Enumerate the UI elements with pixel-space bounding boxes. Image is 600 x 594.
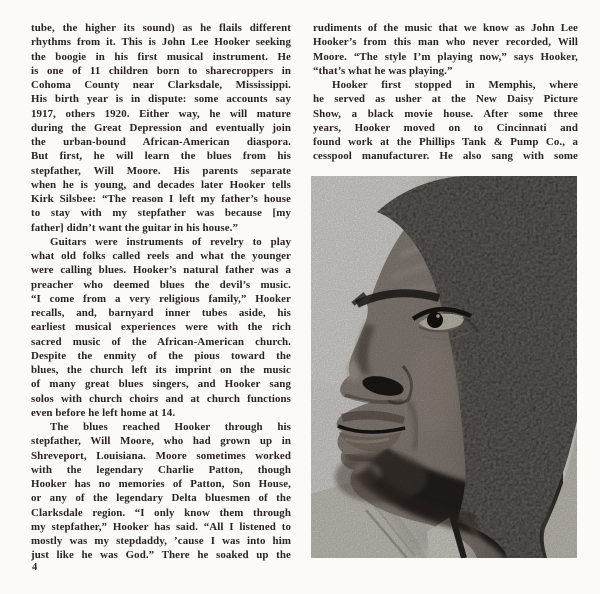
text-line: is one of 11 children born to sharecroppers in [31,64,291,77]
text-line: stepfather, Will Moore, who had grown up in [31,435,291,448]
text-line: preacher who deemed blues the devil’s music. [31,278,291,291]
column-right [313,21,578,164]
text-line: during the Great Depression and eventually join [31,121,291,134]
text-line: earliest musical experiences were with the rich [31,321,291,334]
text-line: Hooker first stopped in Memphis, where [332,79,578,91]
text-line: 1917, others 1920. Either way, he will mature [31,107,291,120]
text-line: Hooker’s from this man who never recorded, Will [313,36,578,49]
text-line: solos with church choirs and at church functions [31,392,291,405]
text-line: blues, the church left its imprint on the music [31,364,291,376]
text-line: Cohoma County near Clarksdale, Mississippi. [31,79,291,91]
text-line: mostly was my stepdaddy, ’cause I was into him [31,535,291,547]
text-line: Shreveport, Louisiana. Moore sometimes worked [31,449,291,462]
text-line: “I come from a very religious family,” Hooker [31,292,291,305]
text-line: Kirk Silsbee: “The reason I left my father’s house [31,193,291,205]
text-line: stepfather, Will Moore. His parents separate [31,164,291,177]
text-line: he served as usher at the New Daisy Picture [313,93,578,106]
portrait-photo-illustration [311,176,577,558]
text-line: when he is young, and decades later Hooker tells [31,178,291,191]
text-line: His birth year is in dispute: some accounts say [31,93,291,106]
text-line: years, Hooker moved on to Cincinnati and [313,121,578,134]
text-line: Moore. “The style I’m playing now,” says Hooker, [313,50,578,63]
column-left [31,21,291,563]
text-line: Clarksdale region. “I only know them through [31,506,291,519]
page-number: 4 [32,562,38,573]
text-line: or any of the legendary Delta bluesmen of the [31,492,291,505]
text-line: what old folks called reels and what the younger [31,250,291,262]
text-line: Show, a black movie house. After some three [313,107,578,120]
text-line: sacred music of the African-American church. [31,335,291,348]
text-line: Hooker has no memories of Patton, Son House, [31,478,291,490]
text-line: “that’s what he was playing.” [313,64,453,77]
text-line: cesspool manufacturer. He also sang with some [313,150,578,163]
text-line: even before he left home at 14. [31,406,176,419]
text-line: Despite the enmity of the pious toward the [31,349,291,362]
text-line: The blues reached Hooker through his [50,421,291,433]
text-line: were calling blues. Hooker’s natural father was a [31,264,291,277]
text-line: to stay with my stepfather was because [my [31,207,291,220]
text-line: recalls, and, barnyard inner tubes aside, his [31,307,291,319]
portrait-photo [311,176,577,558]
text-line: tube, the higher its sound) as he flails different [31,22,291,34]
text-line: But first, he will learn the blues from his [31,150,291,163]
text-line: with the legendary Charlie Patton, though [31,463,291,476]
text-line: rudiments of the music that we know as John Lee [313,22,578,34]
text-line: of many great blues singers, and Hooker sang [31,378,291,391]
text-line: the urban-bound African-American diaspora. [31,136,291,148]
text-line: Guitars were instruments of revelry to play [50,235,291,248]
text-line: found work at the Phillips Tank & Pump Co., a [313,136,578,148]
text-line: my stepfather,” Hooker has said. “All I listened to [31,520,291,533]
text-line: just like he was God.” There he soaked up the [31,549,291,562]
text-line: the boogie in his first musical instrument. He [31,50,291,63]
text-line: father] didn’t want the guitar in his house.” [31,221,239,234]
text-line: rhythms from it. This is John Lee Hooker seeking [31,36,291,49]
